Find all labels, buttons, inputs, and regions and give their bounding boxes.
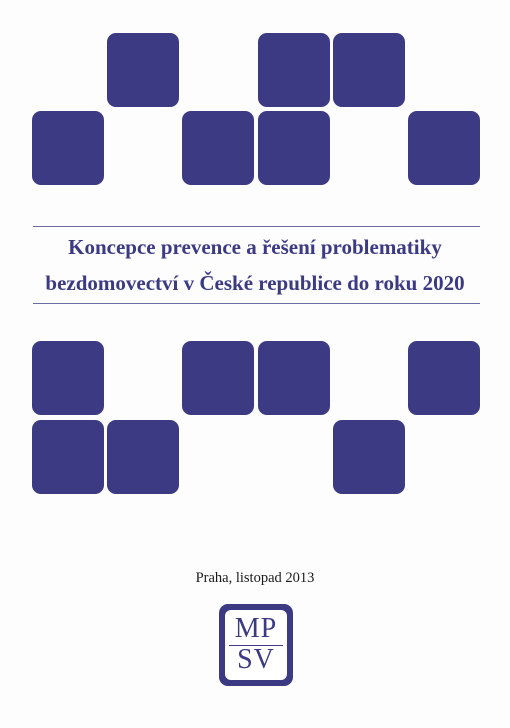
pattern-tile (408, 111, 480, 185)
pattern-tile (258, 33, 330, 107)
pattern-tile (182, 341, 254, 415)
title-line-1: Koncepce prevence a řešení problematiky (68, 235, 442, 259)
pattern-tile (333, 33, 405, 107)
title-line-2: bezdomovectví v České republice do roku 2020 (45, 271, 465, 295)
pattern-tile (182, 111, 254, 185)
pattern-tile (408, 341, 480, 415)
place-and-date: Praha, listopad 2013 (195, 570, 315, 586)
pattern-tile (32, 341, 104, 415)
logo-text-bottom: SV (237, 644, 275, 675)
pattern-tile (107, 33, 179, 107)
title-rule-bottom (33, 303, 480, 304)
pattern-tile (107, 420, 179, 494)
mpsv-logo (219, 604, 293, 686)
pattern-tile (32, 111, 104, 185)
pattern-tile (32, 420, 104, 494)
pattern-tile (258, 111, 330, 185)
document-title (0, 229, 510, 301)
logo-frame (225, 610, 287, 680)
title-rule-top (33, 226, 480, 227)
pattern-tile (258, 341, 330, 415)
logo-text-top: MP (234, 613, 278, 644)
pattern-tile (333, 420, 405, 494)
